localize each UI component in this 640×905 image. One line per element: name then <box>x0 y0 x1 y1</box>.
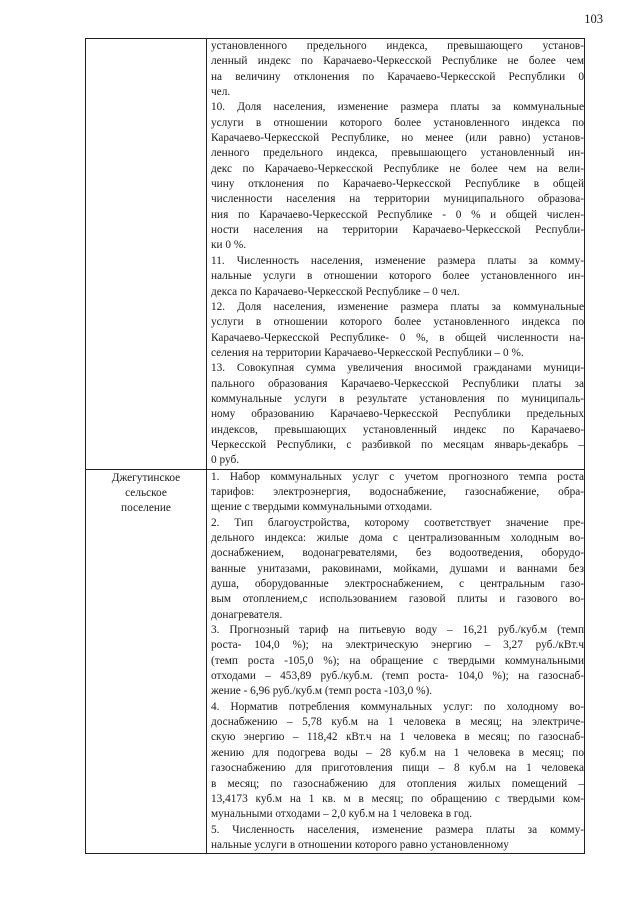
text-line: жение - 6,96 руб./куб.м (темп роста -103,0 %). <box>211 685 433 698</box>
text-line: 12. Доля населения, изменение размера платы за коммунальные <box>211 300 584 313</box>
municipality-name-line: сельское <box>125 486 167 499</box>
text-line: ки 0 %. <box>211 239 247 252</box>
indicators-cell <box>207 39 585 470</box>
text-line: Карачаево-Черкесской Республике, но менее (или равно) установ- <box>211 132 584 145</box>
text-line: 2. Тип благоустройства, которому соответствует значение пре- <box>211 516 584 529</box>
text-line: щение с твердыми коммунальными отходами. <box>211 501 433 514</box>
text-line: чел. <box>211 86 231 99</box>
text-line: жению для подогрева воды – 28 куб.м на 1 человека в месяц; по <box>211 746 584 759</box>
text-line: ванные унитазами, раковинами, мойками, душами и ваннами без <box>211 562 584 575</box>
text-line: 4. Норматив потребления коммунальных услуг: по холодному во- <box>211 700 584 713</box>
page-number: 103 <box>584 12 603 26</box>
indices-table <box>85 38 585 854</box>
text-line: Карачаево-Черкесской Республике- 0 %, в общей численности на- <box>211 331 584 344</box>
text-line: на величину отклонения по Карачаево-Черкесской Республики 0 <box>211 70 584 83</box>
indicators-cell <box>207 469 585 854</box>
text-line: Черкесской Республики, с разбивкой по месяцам январь-декабрь – <box>211 438 584 451</box>
text-line: 0 руб. <box>211 454 240 467</box>
table-row <box>86 469 585 854</box>
text-line: 1. Набор коммунальных услуг с учетом прогнозного темпа роста <box>211 470 584 483</box>
municipality-cell <box>86 469 207 854</box>
text-line: численности населения на территории муниципального образова- <box>211 193 584 206</box>
text-line: услуги в отношении которого более установленного индекса по <box>211 116 584 129</box>
text-line: коммунальные услуги в результате установления по муниципаль- <box>211 392 584 405</box>
text-line: в месяц; по газоснабжению для отопления жилых помещений – <box>211 777 584 790</box>
text-line: ленного предельного индекса, превышающего установленный ин- <box>211 147 584 160</box>
text-line: ности населения на территории Карачаево-Черкесской Республи- <box>211 224 584 237</box>
table-row <box>86 39 585 470</box>
text-line: вым отоплением,с использованием газовой плиты и газового во- <box>211 593 584 606</box>
text-line: доснабжением, водонагревателями, без водоотведения, оборудо- <box>211 547 584 560</box>
text-line: нальные услуги в отношении которого равно установленному <box>211 838 509 851</box>
text-line: селения на территории Карачаево-Черкесской Республики – 0 %. <box>211 346 524 359</box>
text-line: установленного предельного индекса, превышающего установ- <box>211 40 584 52</box>
text-line: 10. Доля населения, изменение размера платы за коммунальные <box>211 101 584 114</box>
municipality-cell-empty <box>86 39 207 470</box>
text-line: нальные услуги в отношении которого более установленного ин- <box>211 270 584 283</box>
text-line: роста- 104,0 %); на электрическую энергию – 3,27 руб./кВт.ч <box>211 639 584 652</box>
text-line: декс по Карачаево-Черкесской Республике не более чем на вели- <box>211 162 584 175</box>
text-line: 5. Численность населения, изменение размера платы за комму- <box>211 823 584 836</box>
municipality-name-line: Джегутинское <box>111 471 181 484</box>
text-line: чину отклонения по Карачаево-Черкесской Республике в общей <box>211 178 584 191</box>
text-line: отходами – 453,89 руб./куб.м. (темп роста- 104,0 %); на газоснаб- <box>211 670 584 683</box>
text-line: индексов, превышающих установленный индекс по Карачаево- <box>211 423 584 436</box>
text-line: ния по Карачаево-Черкесской Республике - 0 % и общей числен- <box>211 208 584 221</box>
text-line: услуги в отношении которого более установленного индекса по <box>211 316 584 329</box>
text-line: пального образования Карачаево-Черкесской Республики платы за <box>211 377 584 390</box>
text-line: мунальными отходами – 2,0 куб.м на 1 человека в год. <box>211 808 473 821</box>
text-line: скую энергию – 118,42 кВт.ч на 1 человека в месяц; по газоснаб- <box>211 731 584 744</box>
text-line: ному образованию Карачаево-Черкесской Республики предельных <box>211 408 584 421</box>
text-line: (темп роста -105,0 %); на обращение с твердыми коммунальными <box>211 654 584 667</box>
text-line: доснабжению – 5,78 куб.м на 1 человека в месяц; на электриче- <box>211 716 584 729</box>
text-line: дельного индекса: жилые дома с централизованным холодным во- <box>211 532 584 544</box>
text-line: 3. Прогнозный тариф на питьевую воду – 16,21 руб./куб.м (темп <box>211 624 584 637</box>
municipality-name-line: поселение <box>121 502 171 515</box>
text-line: ленный индекс по Карачаево-Черкесской Республике не более чем <box>211 55 584 68</box>
text-line: 11. Численность населения, изменение размера платы за комму- <box>211 254 584 267</box>
text-line: 13,4173 куб.м на 1 кв. м в месяц; по обращению с твердыми ком- <box>211 792 584 805</box>
text-line: тарифов: электроэнергия, водоснабжение, газоснабжение, обра- <box>211 485 584 498</box>
text-line: 13. Совокупная сумма увеличения вносимой гражданами муници- <box>211 362 584 375</box>
text-line: газоснабжению для приготовления пищи – 8 куб.м на 1 человека <box>211 762 584 775</box>
text-line: декса по Карачаево-Черкесской Республике – 0 чел. <box>211 285 460 298</box>
text-line: душа, оборудованные электроснабжением, с центральным газо- <box>211 578 584 591</box>
text-line: донагревателя. <box>211 608 283 621</box>
